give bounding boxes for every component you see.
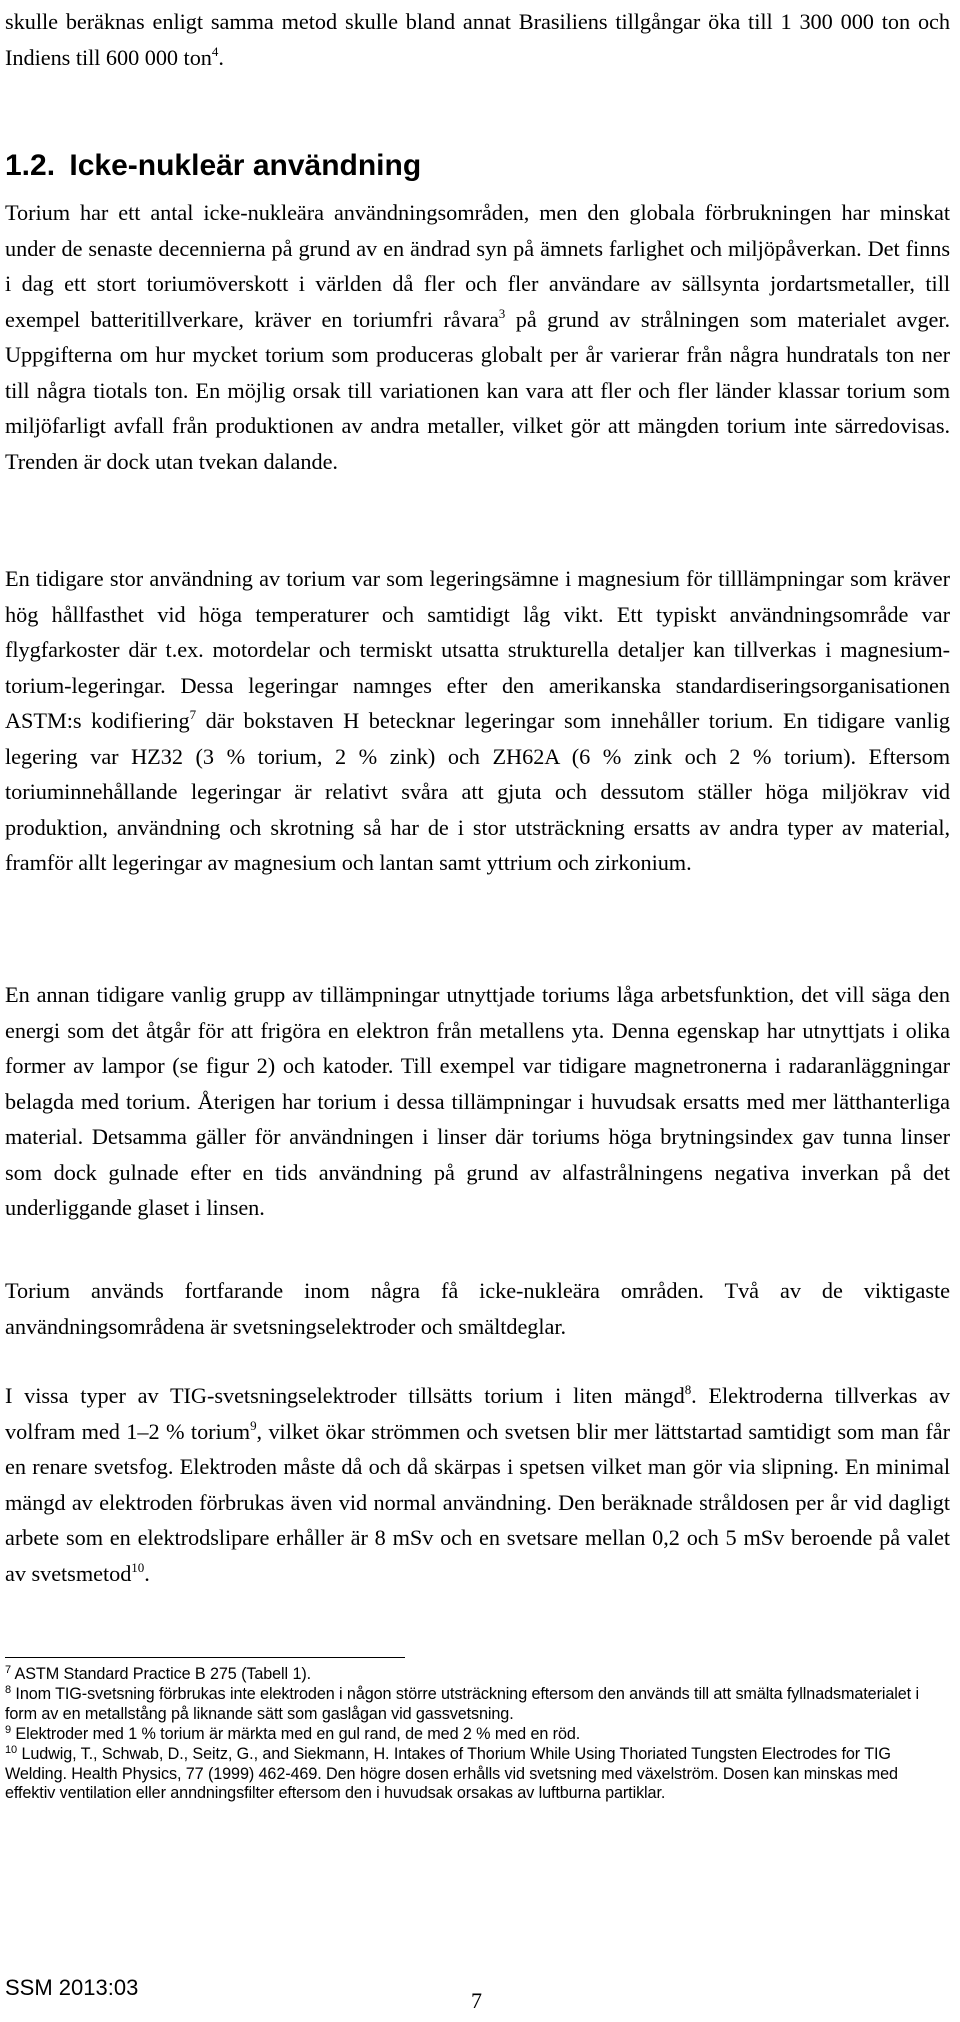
page-number: 7 [471,1988,482,2013]
paragraph-1 [5,195,950,479]
paragraph-5 [5,1378,950,1591]
section-title: Icke-nukleär användning [69,149,422,182]
footnote-number: 10 [5,1744,18,1756]
paragraph-2-text-cont: där bokstaven H betecknar legeringar som innehåller torium. En tidigare vanlig legering var HZ32 (3 % torium, 2 % zink) och ZH62A (6 % zink och 2 % torium). Eftersom toriuminnehållande legeringar är relativt svåra att gjuta och dessutom ställer höga miljökrav vid produktion, användning och skrotning så har de i stor utsträckning ersatts av andra typer av material, framför allt legeringar av magnesium och lantan samt yttrium och zirkonium. [5,708,950,875]
footnote-text: Ludwig, T., Schwab, D., Seitz, G., and Siekmann, H. Intakes of Thorium While Using Thoriated Tungsten Electrodes for TIG Welding. Health Physics, 77 (1999) 462-469. Den högre dosen erhålls vid svetsning med växelström. Dosen kan minskas med effektiv ventilation eller anndningsfilter eftersom den i huvudsak orsakas av luftburna partiklar. [5,1745,898,1802]
intro-text: skulle beräknas enligt samma metod skulle bland annat Brasiliens tillgångar öka till 1 300 000 ton och Indiens till 600 000 ton [5,9,950,70]
section-number: 1.2. [5,149,56,182]
paragraph-5-text-b: . Elektroderna tillverkas av volfram med 1–2 % torium [5,1383,950,1444]
footnote-text: Elektroder med 1 % torium är märkta med en gul rand, de med 2 % med en röd. [11,1725,581,1743]
footnote-divider [5,1657,405,1658]
footnote-ref[interactable]: 9 [250,1417,257,1433]
footnote-ref[interactable]: 8 [684,1382,692,1397]
paragraph-5-text: I vissa typer av TIG-svetsningselektroder tillsätts torium i liten mängd [5,1383,685,1408]
intro-end: . [218,44,224,70]
paragraph-3: En annan tidigare vanlig grupp av tillämpningar utnyttjade toriums låga arbetsfunktion, det vill säga den energi som det åtgår för att frigöra en elektron från metallens yta. Denna egenskap har utnyttjats i olika former av lampor (se figur 2) och katoder. Till exempel var tidigare magnetronerna i radaranläggningar belagda med torium. Återigen har torium i dessa tillämpningar i huvudsak ersatts med mer lätthanterliga material. Detsamma gäller för användningen i linser där toriums höga brytningsindex gav tunna linser som dock gulnade efter en tids användning på grund av alfastrålningens negativa inverkan på det underliggande glaset i linsen. [5,982,950,1220]
footnote-ref[interactable]: 3 [498,305,506,321]
paragraph-4: Torium används fortfarande inom några få icke-nukleära områden. Två av de viktigaste användningsområdena är svetsningselektroder och smältdeglar. [5,1278,950,1339]
footnote-text: Inom TIG-svetsning förbrukas inte elektroden i någon större utsträckning eftersom den används till att smälta fyllnadsmaterialet i form av en metallstång på liknande sätt som gaslågan vid gassvetsning. [5,1685,919,1723]
paragraph-5-text-c: , vilket ökar strömmen och svetsen blir mer lättstartad samtidigt som man får en renare svetsfog. Elektroden måste då och då skärpas i spetsen vilket man gör via slipning. En minimal mängd av elektroden förbrukas även vid normal användning. Den beräknade stråldosen per år vid dagligt arbete som en elektrodslipare erhåller är 8 mSv och en svetsare mellan 0,2 och 5 mSv beroende på valet av svetsmetod [5,1418,950,1586]
footnote-ref[interactable]: 7 [189,707,197,722]
footnote-7 [5,1665,950,1685]
intro-paragraph [5,4,950,75]
paragraph-2-text: En tidigare stor användning av torium var som legeringsämne i magnesium för tilllämpningar som kräver hög hållfasthet vid höga temperaturer och samtidigt låg vikt. Ett typiskt användningsområde var flygfarkoster där t.ex. motordelar och termiskt utsatta strukturella detaljer kan tillverkas i magnesium-torium-legeringar. Dessa legeringar namnges efter den amerikanska standardiseringsorganisationen ASTM:s kodifiering [5,566,950,733]
footnote-number: 8 [5,1684,12,1696]
paragraph-2 [5,561,950,881]
report-number: SSM 2013:03 [5,1975,139,2000]
footnote-number: 9 [5,1724,12,1736]
paragraph-1-text-cont: på grund av strålningen som materialet avger. Uppgifterna om hur mycket torium som produceras globalt per år varierar från några hundratals ton ner till några tiotals ton. En möjlig orsak till variationen kan vara att fler och fler länder klassar torium som miljöfarligt avfall från produktionen av andra metaller, vilket gör att mängden torium inte särredovisas. Trenden är dock utan tvekan dalande. [5,306,951,474]
footnote-number: 7 [5,1664,12,1676]
footnote-ref[interactable]: 4 [211,43,219,59]
footnote-text: ASTM Standard Practice B 275 (Tabell 1). [11,1665,312,1683]
footnote-9 [5,1725,950,1745]
section-heading [5,147,950,185]
footnote-10 [5,1745,950,1804]
paragraph-5-text-d: . [144,1560,150,1586]
footnote-8 [5,1685,950,1724]
paragraph-1-text: Torium har ett antal icke-nukleära användningsområden, men den globala förbrukningen har minskat under de senaste decennierna på grund av en ändrad syn på ämnets farlighet och miljöpåverkan. Det finns i dag ett stort toriumöverskott i världen då fler och fler användare av sällsynta jordartsmetaller, till exempel batteritillverkare, kräver en toriumfri råvara [5,200,950,332]
footnote-ref[interactable]: 10 [131,1559,145,1575]
